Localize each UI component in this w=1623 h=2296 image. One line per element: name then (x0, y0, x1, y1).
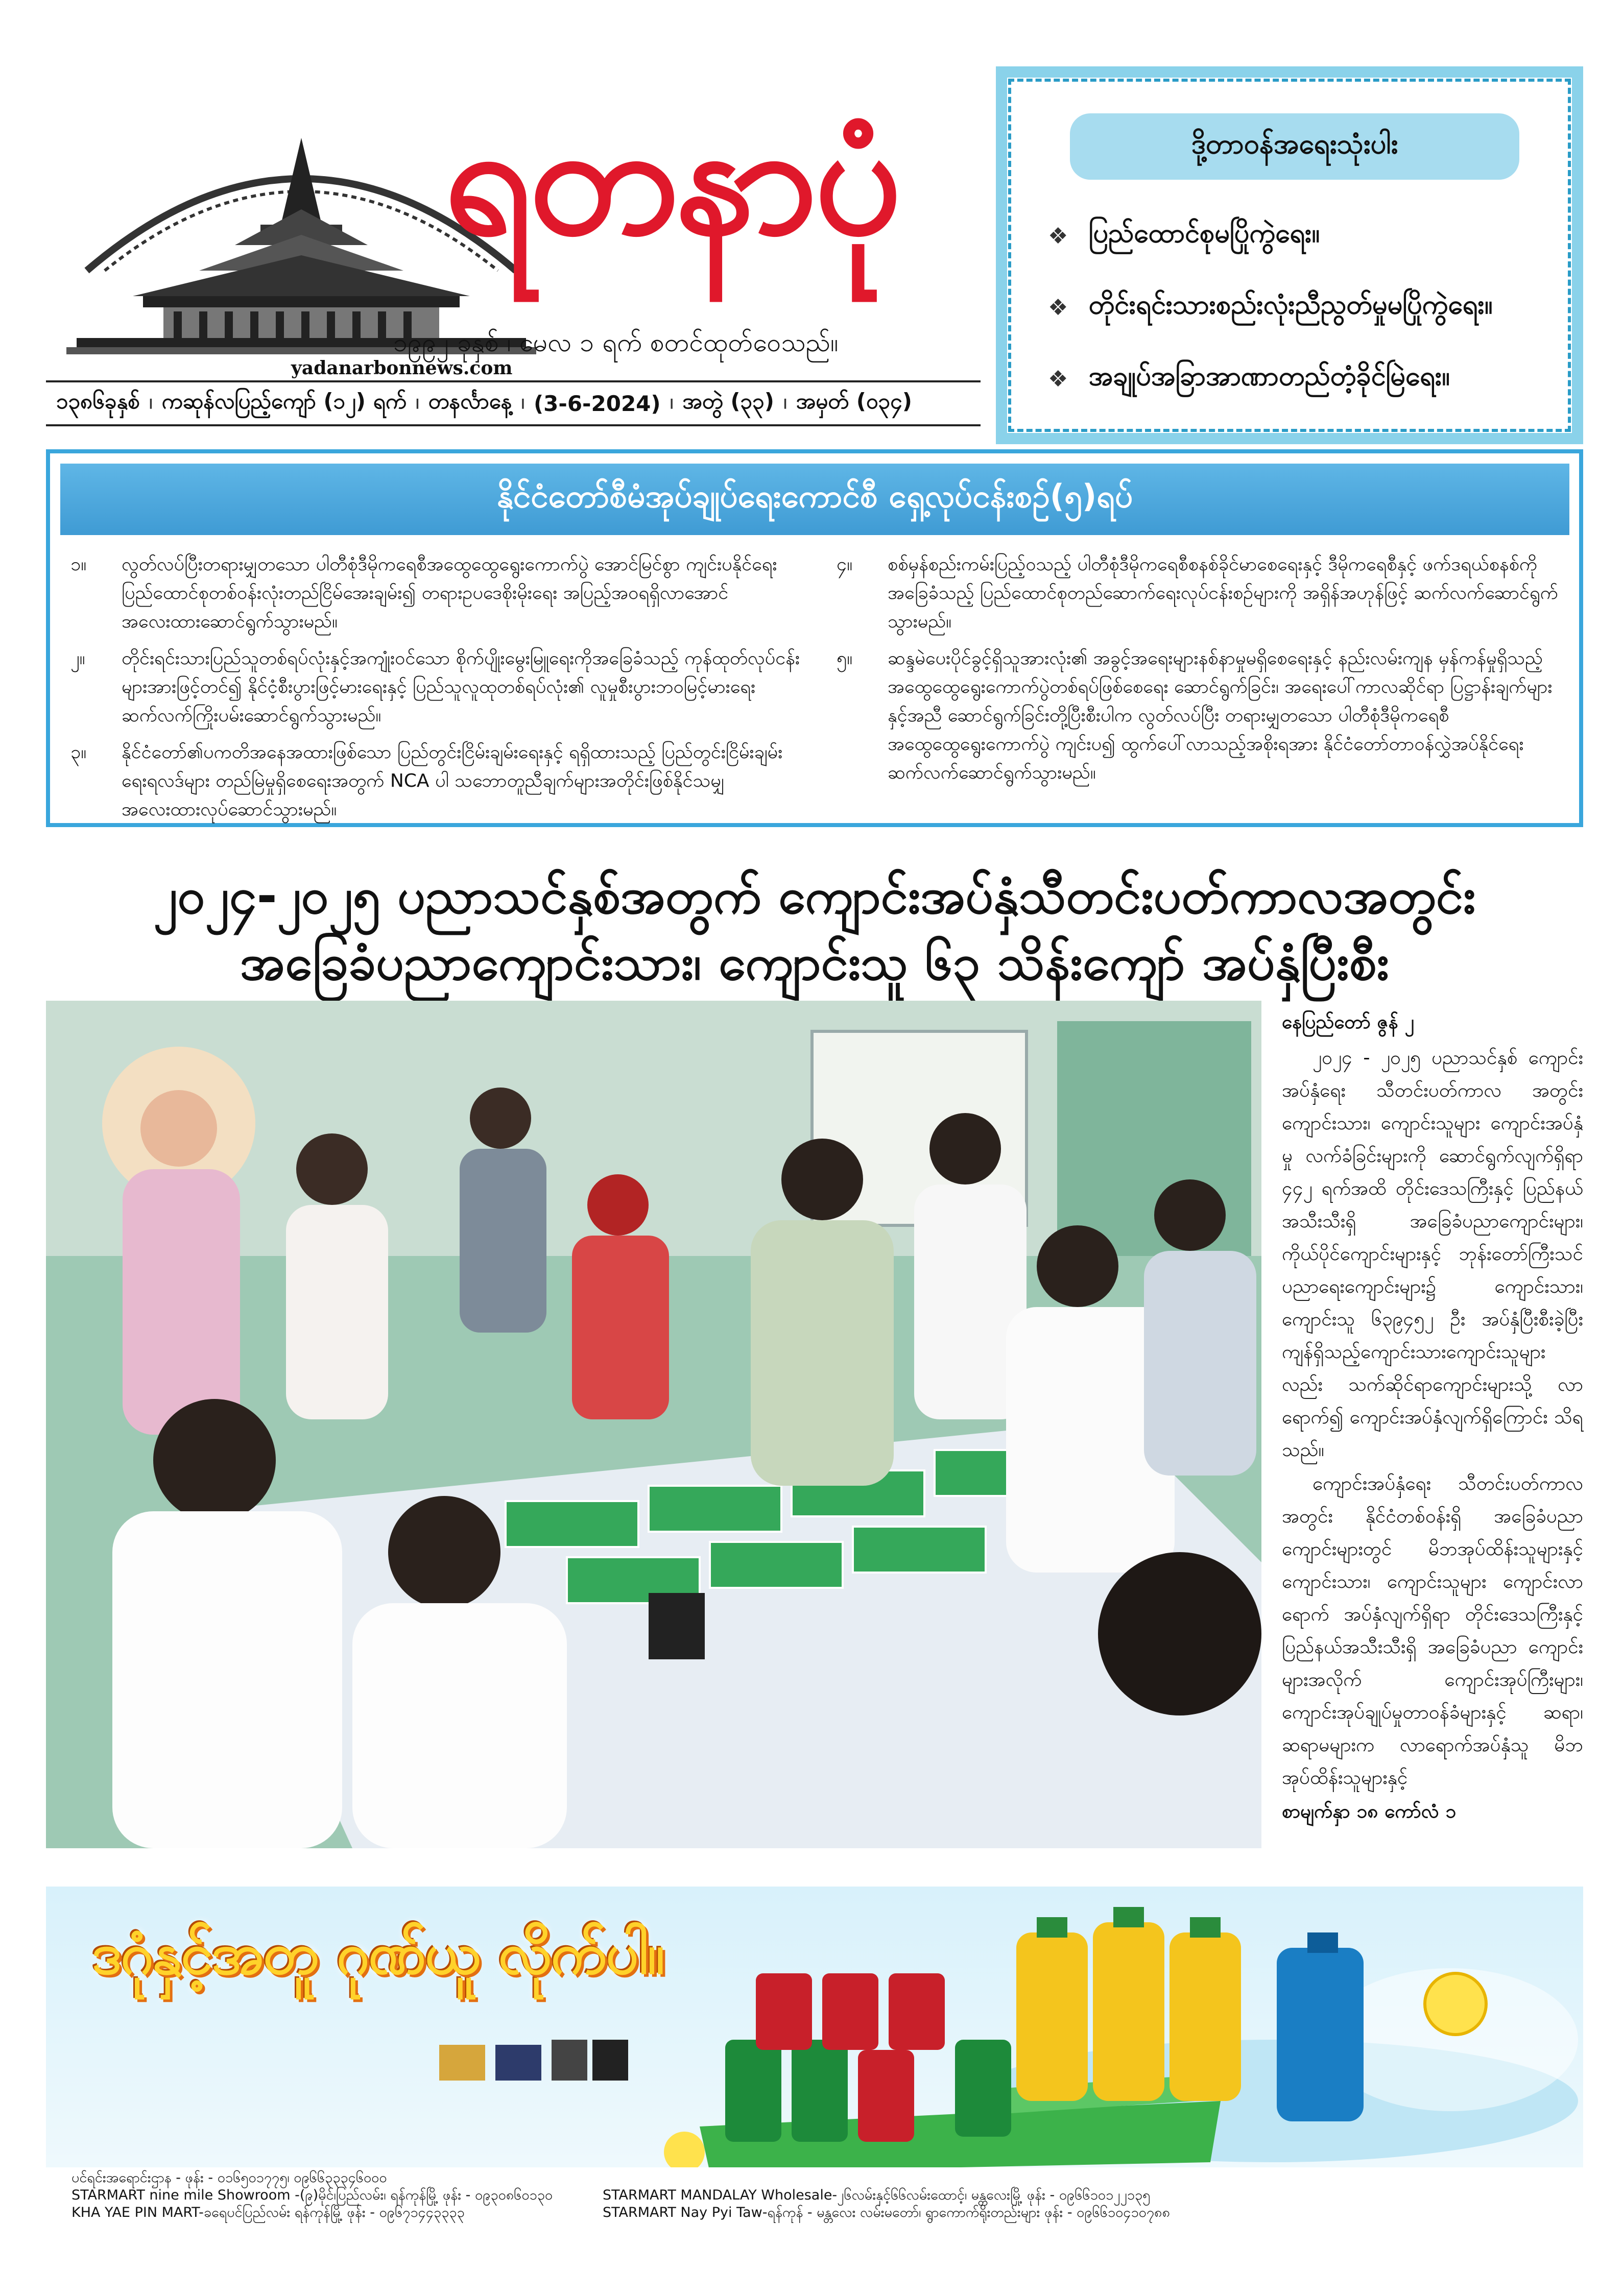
slogan-item (1048, 200, 1541, 272)
objectives-title: နိုင်ငံတော်စီမံအုပ်ချုပ်ရေးကောင်စီ ရှေ့လုပ်ငန်းစဉ်(၅)ရပ် (60, 464, 1569, 535)
objective-number: ၃။ (70, 742, 87, 763)
site-url: yadanarbonnews.com (291, 357, 513, 379)
objectives-right-column (837, 550, 1567, 795)
slogan-box (996, 66, 1583, 444)
objective-text: စစ်မှန်စည်းကမ်းပြည့်ဝသည့် ပါတီစုံဒီမိုကရေစီစနစ်ခိုင်မာစေရေးနှင့် ဒီမိုကရေစီနှင့် ဖက်ဒရယ်စနစ်ကို အခြေခံသည့် ပြည်ထောင်စုတည်ဆောက်ရေးလုပ်ငန်းစဉ်များကို အရှိန်အဟုန်ဖြင့် ဆက်လက်ဆောင်ရွက်သွားမည်။ (888, 554, 1558, 632)
issue-number: အမှတ် (၀၃၄) (796, 389, 912, 414)
issue-year: ၁၃၈၆ခုနှစ် (56, 389, 140, 414)
objectives-left-column (70, 550, 801, 832)
objective-item (837, 644, 1567, 787)
objective-item (70, 738, 801, 824)
newspaper-title: ရတနာပုံ (444, 88, 899, 269)
objective-item (70, 644, 801, 730)
article-column (1282, 1006, 1583, 1828)
award-badge-icon (552, 2040, 587, 2081)
slogan-item (1048, 343, 1541, 415)
ad-contact-line: STARMART nine mile Showroom -(၉)မိုင်၊ပြည်လမ်း၊ ရန်ကုန်မြို့ ဖုန်း - ၀၉၃၀၈၆၀၁၃၀ (71, 2187, 553, 2203)
news-photo (46, 1001, 1261, 1848)
objective-text: တိုင်းရင်းသားပြည်သူတစ်ရပ်လုံးနှင့်အကျုံးဝင်သော စိုက်ပျိုးမွေးမြူရေးကိုအခြေခံသည့် ကုန်ထုတ်လုပ်ငန်းများအားဖြင့်တင်၍ နိုင်ငံ့စီးပွားဖြင့်မားရေးနှင့် ပြည်သူလူထုတစ်ရပ်လုံး၏ လူမှုစီးပွားဘဝမြင့်မားရေး ဆက်လက်ကြိုးပမ်းဆောင်ရွက်သွားမည်။ (122, 648, 800, 726)
issue-date: (3-6-2024) (533, 391, 661, 416)
juice-cans (725, 1973, 1011, 2142)
slogan-text: အချုပ်အခြာအာဏာတည်တံ့ခိုင်မြဲရေး။ (1088, 361, 1450, 392)
headline-line-2: အခြေခံပညာကျောင်းသား၊ ကျောင်းသူ ၆၃ သိန်းကျော် အပ်နှံပြီးစီး (240, 934, 1389, 991)
diamond-bullet-icon: ❖ (1048, 366, 1068, 392)
slogan-heading: ဒို့တာဝန်အရေးသုံးပါး (1070, 113, 1519, 180)
issue-info-bar: ၁၃၈၆ခုနှစ် ၊ ကဆုန်လပြည့်ကျော် (၁၂) ရက် ၊ တနင်္လာနေ့ ၊ (3-6-2024) ၊ အတွဲ (၃၃) ၊ အမှတ် (၀၃၄) (46, 380, 981, 426)
article-paragraph: ၂၀၂၄ - ၂၀၂၅ ပညာသင်နှစ် ကျောင်းအပ်နှံရေး သီတင်းပတ်ကာလ အတွင်း ကျောင်းသား၊ ကျောင်းသူများ ကျောင်းအပ်နှံမှု လက်ခံခြင်းများကို ဆောင်ရွက်လျက်ရှိရာ ၄၄၂ ရက်အထိ တိုင်းဒေသကြီးနှင့် ပြည်နယ်အသီးသီးရှိ အခြေခံပညာကျောင်းများ၊ ကိုယ်ပိုင်ကျောင်းများနှင့် ဘုန်းတော်ကြီးသင် ပညာရေးကျောင်းများ၌ ကျောင်းသား၊ ကျောင်းသူ ၆၃၉၄၅၂ ဦး အပ်နှံပြီးစီးခဲ့ပြီးကျန်ရှိသည့်ကျောင်းသားကျောင်းသူများလည်း သက်ဆိုင်ရာကျောင်းများသို့ လာရောက်၍ ကျောင်းအပ်နှံလျက်ရှိကြောင်း သိရသည်။ (1282, 1047, 1583, 1461)
ad-contact-line: KHA YAE PIN MART-ခရေပင်ပြည်လမ်း ရန်ကုန်မြို့ ဖုန်း - ၀၉၆၇၁၄၄၃၃၃၃ (71, 2205, 465, 2220)
diamond-bullet-icon: ❖ (1048, 223, 1068, 249)
main-headline (46, 863, 1583, 996)
issue-volume: အတွဲ (၃၃) (682, 389, 774, 414)
award-badge-icon (439, 2045, 485, 2081)
founded-line: ၁၉၉၂ ခုနှစ် ၊ မေလ ၁ ရက် စတင်ထုတ်ဝေသည်။ (393, 328, 839, 357)
objectives-box (46, 449, 1583, 827)
dagon-advertisement (46, 1887, 1583, 2239)
diamond-bullet-icon: ❖ (1048, 294, 1068, 321)
award-badge-icon (495, 2045, 541, 2081)
objective-number: ၁။ (70, 554, 87, 575)
ad-contact-line: STARMART MANDALAY Wholesale-၂၆လမ်းနှင့်၆၆လမ်းထောင့်၊ မန္တလေးမြို့ ဖုန်း - ၀၉၆၆၁၀၁၂၂၁၃၅ (603, 2187, 1151, 2203)
award-badge-icon (592, 2040, 628, 2081)
article-dateline: နေပြည်တော် ဇွန် ၂ (1282, 1011, 1414, 1033)
masthead (46, 66, 981, 424)
issue-weekday: တနင်္လာနေ့ (428, 389, 512, 414)
school-enrollment-photo-illustration (46, 1001, 1261, 1848)
objective-number: ၄။ (837, 554, 853, 575)
objective-text: နိုင်ငံတော်၏ပကတိအနေအထားဖြစ်သော ပြည်တွင်းငြိမ်းချမ်းရေးနှင့် ရရှိထားသည့် ပြည်တွင်းငြိမ်းချမ်းရေးရလဒ်များ တည်မြဲမှုရှိစေရေးအတွက် NCA ပါ သဘောတူညီချက်များအတိုင်းဖြစ်နိုင်သမျှ အလေးထားလုပ်ဆောင်သွားမည်။ (122, 742, 783, 820)
objective-item (837, 550, 1567, 636)
objective-item (70, 550, 801, 636)
objective-number: ၅။ (837, 648, 853, 669)
ad-slogan: ဒဂုံနှင့်အတူ ဂုဏ်ယူ လိုက်ပါ။ (92, 1920, 664, 1987)
objective-number: ၂။ (70, 648, 85, 669)
article-paragraph: ကျောင်းအပ်နှံရေး သီတင်းပတ်ကာလအတွင်း နိုင်ငံတစ်ဝန်းရှိ အခြေခံပညာကျောင်းများတွင် မိဘအုပ်ထိန်းသူများနှင့် ကျောင်းသား၊ ကျောင်းသူများ ကျောင်းလာရောက် အပ်နှံလျက်ရှိရာ တိုင်းဒေသကြီးနှင့် ပြည်နယ်အသီးသီးရှိ အခြေခံပညာ ကျောင်းများအလိုက် ကျောင်းအုပ်ကြီးများ၊ ကျောင်းအုပ်ချုပ်မှုတာဝန်ခံများနှင့် ဆရာ၊ ဆရာမများက လာရောက်အပ်နှံသူ မိဘအုပ်ထိန်းသူများနှင့် (1282, 1472, 1583, 1789)
juice-bottles (1016, 1907, 1364, 2121)
issue-lunar-date: ကဆုန်လပြည့်ကျော် (၁၂) ရက် (161, 389, 407, 414)
ad-contact-line: STARMART Nay Pyi Taw-ရန်ကုန် - မန္တလေး လမ်းမတော်၊ ရွာကောက်ရိုးတည်းများ ဖုန်း - ၀၉၆၆၁၀၄၁၀၇၈၈ (603, 2205, 1170, 2220)
slogan-text: တိုင်းရင်းသားစည်းလုံးညီညွတ်မှုမပြိုကွဲရေး။ (1088, 289, 1493, 320)
ad-contact-line: ပင်ရင်းအရောင်းဌာန - ဖုန်း - ၀၁၆၅၀၁၇၇၅၊ ၀၉၆၆၃၃၃၄၆၀၀၀ (71, 2170, 387, 2186)
objective-text: လွတ်လပ်ပြီးတရားမျှတသော ပါတီစုံဒီမိုကရေစီအထွေထွေရွေးကောက်ပွဲ အောင်မြင်စွာ ကျင်းပနိုင်ရေး ပြည်ထောင်စုတစ်ဝန်းလုံးတည်ငြိမ်အေးချမ်း၍ တရားဥပဒေစိုးမိုးရေး အပြည့်အဝရရှိလာအောင် အလေးထားဆောင်ရွက်သွားမည်။ (122, 554, 777, 632)
slogan-item (1048, 272, 1541, 343)
continued-on-page: စာမျက်နှာ ၁၈ ကော်လံ ၁ (1282, 1800, 1457, 1822)
slogan-text: ပြည်ထောင်စုမပြိုကွဲရေး။ (1088, 218, 1320, 249)
objective-text: ဆန္ဒမဲပေးပိုင်ခွင့်ရှိသူအားလုံး၏ အခွင့်အရေးများနစ်နာမှုမရှိစေရေးနှင့် နည်းလမ်းကျန မှန်ကန်မှုရှိသည့် အထွေထွေရွေးကောက်ပွဲတစ်ရပ်ဖြစ်စေရေး ဆောင်ရွက်ခြင်း၊ အရေးပေါ်ကာလဆိုင်ရာ ပြဋ္ဌာန်းချက်များနှင့်အညီ ဆောင်ရွက်ခြင်းတို့ပြီးစီးပါက လွတ်လပ်ပြီး တရားမျှတသော ပါတီစုံဒီမိုကရေစီ အထွေထွေရွေးကောက်ပွဲ ကျင်းပ၍ ထွက်ပေါ်လာသည့်အစိုးရအား နိုင်ငံတော်တာဝန်လွှဲအပ်နိုင်ရေး ဆက်လက်ဆောင်ရွက်သွားမည်။ (888, 648, 1553, 783)
headline-line-1: ၂၀၂၄-၂၀၂၅ ပညာသင်နှစ်အတွက် ကျောင်းအပ်နှံသီတင်းပတ်ကာလအတွင်း (153, 867, 1476, 925)
ad-contacts (46, 2167, 1583, 2239)
